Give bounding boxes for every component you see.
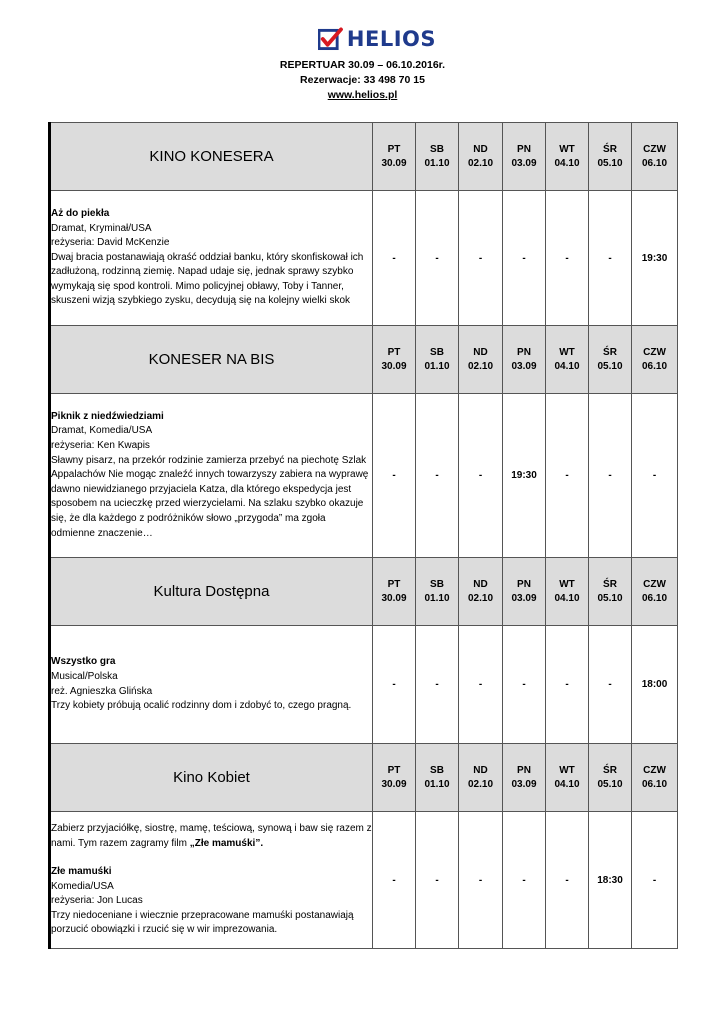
spacer <box>51 851 372 865</box>
showtime-cell: - <box>546 626 589 744</box>
day-header <box>632 326 678 394</box>
day-header <box>546 123 589 191</box>
showtime-cell: - <box>589 394 632 558</box>
reservation-phone: Rezerwacje: 33 498 70 15 <box>300 74 425 86</box>
day-name: ŚR <box>603 346 617 358</box>
day-date: 02.10 <box>467 778 494 790</box>
day-name: PT <box>387 143 401 155</box>
day-date: 06.10 <box>641 360 668 372</box>
day-name: ND <box>473 346 488 358</box>
movie-row <box>50 626 678 744</box>
day-date: 06.10 <box>641 157 668 169</box>
showtime-cell: - <box>459 191 503 326</box>
day-date: 01.10 <box>424 360 450 372</box>
movie-intro-title: „Złe mamuśki”. <box>189 837 264 849</box>
movie-genre: Komedia/USA <box>51 880 114 892</box>
day-name: ND <box>473 143 488 155</box>
day-header <box>416 326 459 394</box>
showtime-cell: - <box>503 626 546 744</box>
day-header <box>503 326 546 394</box>
day-date: 03.09 <box>511 778 537 790</box>
day-date: 03.09 <box>511 157 537 169</box>
movie-row <box>50 191 678 326</box>
movie-title: Złe mamuśki <box>51 866 112 878</box>
day-header <box>632 123 678 191</box>
showtime-cell: - <box>546 191 589 326</box>
day-header <box>416 558 459 626</box>
day-name: SB <box>430 346 444 358</box>
showtime-cell: - <box>416 191 459 326</box>
movie-row <box>50 812 678 949</box>
day-header <box>589 744 632 812</box>
day-date: 01.10 <box>424 778 450 790</box>
section-title: KONESER NA BIS <box>50 326 373 394</box>
movie-row <box>50 394 678 558</box>
section-title: KINO KONESERA <box>50 123 373 191</box>
movie-description-cell <box>50 191 373 326</box>
movie-intro <box>51 822 372 851</box>
showtime-cell: - <box>416 626 459 744</box>
movie-director: reżyseria: Ken Kwapis <box>51 440 150 452</box>
showtime-cell: - <box>546 394 589 558</box>
day-date: 06.10 <box>641 778 668 790</box>
showtime-cell: - <box>589 626 632 744</box>
movie-director: reżyseria: Jon Lucas <box>51 895 143 907</box>
day-header <box>373 744 416 812</box>
day-date: 05.10 <box>597 778 623 790</box>
day-name: ŚR <box>603 764 617 776</box>
day-name: CZW <box>643 143 666 155</box>
movie-director: reż. Agnieszka Glińska <box>51 685 153 697</box>
day-name: PN <box>517 578 531 590</box>
day-header <box>459 558 503 626</box>
day-header <box>546 558 589 626</box>
day-header <box>503 558 546 626</box>
movie-title: Wszystko gra <box>51 656 116 668</box>
showtime-cell: 18:00 <box>632 626 678 744</box>
day-date: 05.10 <box>597 157 623 169</box>
repertoire-header <box>0 58 725 103</box>
day-header <box>589 326 632 394</box>
day-header <box>632 744 678 812</box>
showtime-cell: - <box>373 812 416 949</box>
day-name: PN <box>517 764 531 776</box>
day-date: 02.10 <box>467 360 494 372</box>
day-date: 03.09 <box>511 360 537 372</box>
day-name: WT <box>559 764 575 776</box>
movie-title: Aż do piekła <box>51 207 110 219</box>
day-date: 01.10 <box>424 157 450 169</box>
movie-synopsis: Sławny pisarz, na przekór rodzinie zamierza przebyć na piechotę Szlak Appalachów Nie mogąc znaleźć innych towarzyszy zabiera na wyprawę dawno niewidzianego przyjaciela Katza, dla którego ekspedycja jest sposobem na ucieczkę przed wierzycielami. Na szlaku szybko okazuje się, że dla każdego z podróżników słowo „przygoda” ma zgoła odmienne znaczenie… <box>51 454 369 539</box>
section-header-row <box>50 558 678 626</box>
day-name: ND <box>473 578 488 590</box>
day-name: SB <box>430 143 444 155</box>
day-date: 04.10 <box>554 778 580 790</box>
day-date: 06.10 <box>641 592 668 604</box>
day-date: 30.09 <box>381 360 407 372</box>
day-name: ŚR <box>603 578 617 590</box>
day-date: 04.10 <box>554 360 580 372</box>
movie-intro-text: Zabierz przyjaciółkę, siostrę, mamę, teściową, synową i baw się razem z nami. Tym razem zagramy film <box>51 822 372 849</box>
showtime-cell: - <box>632 812 678 949</box>
section-header-row <box>50 326 678 394</box>
showtime-cell: - <box>503 191 546 326</box>
showtime-cell: - <box>373 191 416 326</box>
day-name: ND <box>473 764 488 776</box>
day-header <box>373 326 416 394</box>
repertoire-dates: REPERTUAR 30.09 – 06.10.2016r. <box>279 59 446 71</box>
website-link[interactable]: www.helios.pl <box>327 89 398 101</box>
day-name: SB <box>430 764 444 776</box>
section-header-row <box>50 744 678 812</box>
movie-genre: Dramat, Kryminał/USA <box>51 222 152 234</box>
day-name: WT <box>559 578 575 590</box>
showtime-cell: - <box>546 812 589 949</box>
showtime-cell: 18:30 <box>589 812 632 949</box>
day-header <box>589 558 632 626</box>
showtime-cell: - <box>459 626 503 744</box>
showtime-cell: - <box>373 394 416 558</box>
showtime-cell: - <box>632 394 678 558</box>
day-date: 05.10 <box>597 360 623 372</box>
showtime-cell: - <box>589 191 632 326</box>
day-name: WT <box>559 346 575 358</box>
showtime-cell: 19:30 <box>632 191 678 326</box>
showtime-cell: - <box>416 812 459 949</box>
section-title: Kino Kobiet <box>50 744 373 812</box>
day-header <box>459 744 503 812</box>
day-name: PN <box>517 143 531 155</box>
day-name: PT <box>387 764 401 776</box>
movie-title: Piknik z niedźwiedziami <box>51 410 164 422</box>
movie-synopsis: Trzy niedoceniane i wiecznie przepracowane mamuśki postanawiają porzucić obowiązki i rzucić się w wir imprezowania. <box>51 909 354 936</box>
day-date: 04.10 <box>554 592 580 604</box>
day-name: WT <box>559 143 575 155</box>
showtime-cell: - <box>503 812 546 949</box>
helios-check-icon <box>318 27 343 51</box>
day-name: SB <box>430 578 444 590</box>
day-header <box>459 326 503 394</box>
movie-genre: Dramat, Komedia/USA <box>51 425 153 437</box>
day-date: 30.09 <box>381 592 407 604</box>
day-name: PN <box>517 346 531 358</box>
movie-description-cell <box>50 812 373 949</box>
day-date: 04.10 <box>554 157 580 169</box>
repertoire-table <box>48 122 678 949</box>
showtime-cell: - <box>416 394 459 558</box>
day-date: 30.09 <box>381 778 407 790</box>
day-name: ŚR <box>603 143 617 155</box>
showtime-cell: - <box>459 812 503 949</box>
day-header <box>503 123 546 191</box>
day-date: 01.10 <box>424 592 450 604</box>
brand-name: HELIOS <box>346 27 436 51</box>
day-name: CZW <box>643 764 666 776</box>
showtime-cell: 19:30 <box>503 394 546 558</box>
day-header <box>373 123 416 191</box>
movie-description-cell <box>50 626 373 744</box>
day-header <box>632 558 678 626</box>
day-date: 02.10 <box>467 157 494 169</box>
day-header <box>373 558 416 626</box>
section-title: Kultura Dostępna <box>50 558 373 626</box>
helios-logo <box>318 26 436 52</box>
movie-description-cell <box>50 394 373 558</box>
day-header <box>416 744 459 812</box>
day-date: 02.10 <box>467 592 494 604</box>
day-header <box>546 744 589 812</box>
day-date: 03.09 <box>511 592 537 604</box>
day-header <box>503 744 546 812</box>
day-name: CZW <box>643 346 666 358</box>
movie-genre: Musical/Polska <box>51 670 118 682</box>
day-date: 05.10 <box>597 592 623 604</box>
day-header <box>459 123 503 191</box>
section-header-row <box>50 123 678 191</box>
day-header <box>546 326 589 394</box>
movie-director: reżyseria: David McKenzie <box>51 237 170 249</box>
day-name: PT <box>387 578 401 590</box>
movie-synopsis: Trzy kobiety próbują ocalić rodzinny dom i zdobyć to, czego pragną. <box>51 700 352 712</box>
day-header <box>589 123 632 191</box>
showtime-cell: - <box>459 394 503 558</box>
movie-synopsis: Dwaj bracia postanawiają okraść oddział banku, który skonfiskował ich zadłużoną, rodzinną ziemię. Napad udaje się, jednak sprawy szybko wymykają się spod kontroli. Mimo policyjnej obławy, Toby i Tanner, skuszeni wizją szybkiego zysku, decydują się na kolejny wielki skok <box>51 251 364 307</box>
day-header <box>416 123 459 191</box>
day-name: PT <box>387 346 401 358</box>
day-name: CZW <box>643 578 666 590</box>
showtime-cell: - <box>373 626 416 744</box>
day-date: 30.09 <box>381 157 407 169</box>
